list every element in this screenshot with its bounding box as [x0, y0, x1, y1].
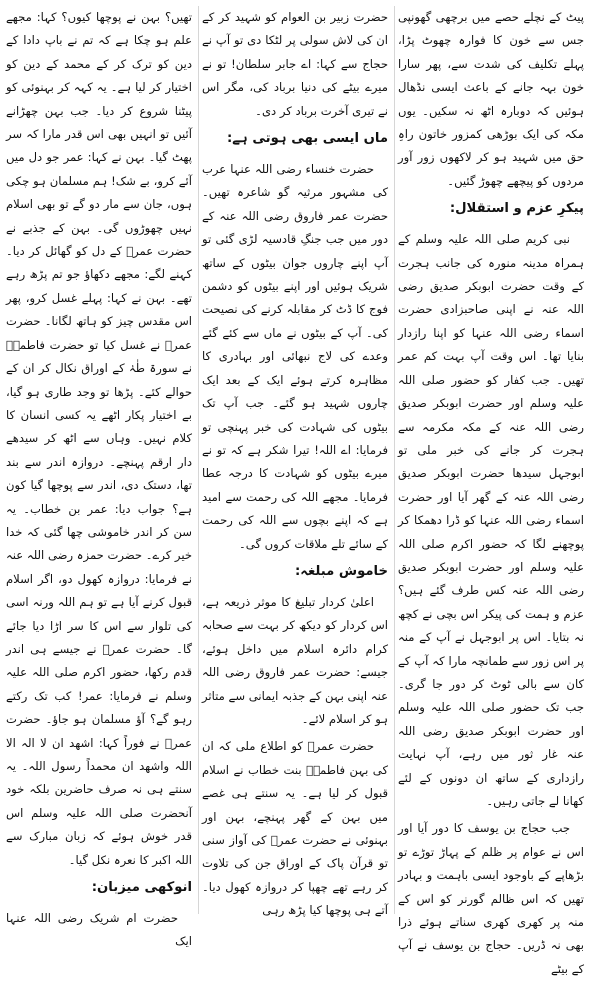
section-heading: ماں ایسی بھی ہوتی ہے:: [227, 131, 388, 147]
section-heading: خاموش مبلغہ:: [294, 563, 388, 579]
paragraph: تھیں؟ بہن نے پوچھا کیوں؟ کہا: مجھے علم ہو چکا ہے کہ تم نے باپ دادا کے دین کو ترک کر کے محمد کے دین کو اختیار کر لیا ہے۔ یہ کہہ کر بہنوئی کو پیٹنا شروع کر دیا۔ جب بہن چھڑانے آئیں تو انہیں بھی اس قدر مارا کہ سر پھٹ گیا۔ بہن نے کہا: عمر جو دل میں آئے کرو، بے شک! ہم مسلمان ہو چکی ہوں، جان سے مار دو گے تو بھی اسلام نہیں چھوڑوں گی۔ بہن کے جذبے نے حضرت عمرؓ کے دل کو گھائل کر دیا۔ کہنے لگے: مجھے دکھاؤ جو تم پڑھ رہے تھے۔ بہن نے کہا: پہلے غسل کرو، پھر اس مقدس چیز کو ہاتھ لگانا۔ حضرت عمرؓ نے غسل کیا تو حضرت فاطمہؓ نے سورۃ طٰہٰ کے اوراق نکال کر ان کے حوالے کئے۔ پڑھا تو وجد طاری ہو گیا، بے اختیار پکار اٹھے یہ کسی انسان کا کلام نہیں۔ وہاں سے اٹھ کر سیدھے دار ارقم پہنچے۔ دروازہ اندر سے بند تھا، دستک دی، اندر سے پوچھا گیا کون ہے؟ جواب دیا: عمر بن خطاب۔ یہ سن کر اندر خاموشی چھا گئی کہ خدا خیر کرے۔ حضرت حمزہ رضی اللہ عنہ نے فرمایا: دروازہ کھول دو، اگر اسلام قبول کرنے آیا ہے تو ہم اللہ ورنہ اسی کی تلوار سے اس کا سر اڑا دیا جائے گا۔ حضرت عمرؓ نے جیسے ہی اندر قدم رکھا، حضور اکرم صلی اللہ علیہ وسلم نے فرمایا: عمر! کب تک رکتے رہو گے؟ آؤ مسلمان ہو جاؤ۔ حضرت عمرؓ نے فوراً کہا: اشھد ان لا الہ الا اللہ واشھد ان محمداً رسول اللہ۔ یہ سنتے ہی نہ صرف حاضرین بلکہ خود آنحضرت صلی اللہ علیہ وسلم اس قدر خوش ہوئے کہ زبان مبارک سے اللہ اکبر کا نعرہ نکل گیا۔: [6, 10, 192, 867]
column-divider: [198, 6, 199, 914]
paragraph: حضرت خنساء رضی اللہ عنہا عرب کی مشہور مرثیہ گو شاعرہ تھیں۔ حضرت عمر فاروق رضی اللہ عنہ کے دور میں جب جنگِ قادسیہ لڑی گئی تو آپ اپنے چاروں جوان بیٹوں کے ساتھ شریک ہوئیں اور اپنے بیٹوں کو دشمن فوج کا ڈٹ کر مقابلہ کرنے کی نصیحت کی۔ آپ کے بیٹوں نے ماں سے کئے گئے وعدے کی لاج نبھائی اور بہادری کا مظاہرہ کرتے ہوئے ایک کے بعد ایک چاروں شہید ہو گئے۔ جب آپ تک بیٹوں کی شہادت کی خبر پہنچی تو فرمایا: اے اللہ! تیرا شکر ہے کہ تو نے میرے بیٹوں کو شہادت کا درجہ عطا فرمایا۔ مجھے اللہ کی رحمت سے امید ہے کہ اپنے بچوں سے اللہ کی رحمت کے سائے تلے ملاقات کروں گی۔: [202, 162, 388, 551]
paragraph: جب حجاج بن یوسف کا دور آیا اور اس نے عوام پر ظلم کے پہاڑ توڑے تو بڑھاپے کے باوجود ایسی باہمت و بہادر تھیں کہ اس ظالم گورنر کو اس کے منہ پر کھری کھری سناتے ہوئے ذرا بھی نہ ڈریں۔ حجاج بن یوسف نے آپ کے بیٹے: [398, 821, 584, 976]
paragraph: حضرت ام شریک رضی اللہ عنہا ایک: [6, 911, 192, 949]
paragraph: حضرت زبیر بن العوام کو شہید کر کے ان کی لاش سولی پر لٹکا دی تو آپ نے حجاج سے کہا: اے جابر سلطان! تو نے میرے بیٹے کی دنیا برباد کی، مگر اس نے تیری آخرت برباد کر دی۔: [202, 10, 388, 118]
column-middle: [202, 6, 388, 916]
column-divider: [394, 6, 395, 914]
section-heading: انوکھی میزبان:: [91, 880, 192, 896]
paragraph: نبی کریم صلی اللہ علیہ وسلم کے ہمراہ مدینہ منورہ کی جانب ہجرت کے وقت حضرت ابوبکر صدیق رضی اللہ عنہ نے اپنی صاحبزادی حضرت اسماء رضی اللہ عنہا کو اپنا رازدار بنایا تھا۔ اس وقت آپ بہت کم عمر تھیں۔ جب کفار کو حضور صلی اللہ علیہ وسلم اور حضرت ابوبکر صدیق رضی اللہ عنہ کے مکہ مکرمہ سے ہجرت کر جانے کی خبر ملی تو ابوجہل سیدھا حضرت ابوبکر صدیق رضی اللہ عنہ کے گھر آیا اور حضرت اسماء رضی اللہ عنہا کو ڈرا دھمکا کر پوچھنے لگا کہ حضور اکرم صلی اللہ علیہ وسلم اور حضرت ابوبکر صدیق رضی اللہ عنہ کس طرف گئے ہیں؟ عزم و ہمت کی پیکر اس بچی نے کچھ نہ بتایا۔ اس پر ابوجہل نے آپ کے منہ پر اس زور سے طمانچہ مارا کہ آپ کے کان سے بالی ٹوٹ کر دور جا گری۔ جب تک حضور صلی اللہ علیہ وسلم اور حضرت ابوبکر صدیق رضی اللہ عنہ غار ثور میں رہے، آپ نہایت رازداری کے ساتھ ان دونوں کے لئے کھانا لے جاتی رہیں۔: [398, 232, 584, 808]
section-heading: پیکرِ عزم و استقلال:: [449, 201, 584, 217]
paragraph: حضرت عمرؓ کو اطلاع ملی کہ ان کی بہن فاطمہؓ بنت خطاب نے اسلام قبول کر لیا ہے۔ یہ سنتے ہی غصے میں بہن کے گھر پہنچے، بہن اور بہنوئی نے حضرت عمرؓ کی آواز سنی تو قرآن پاک کے اوراق جن کی تلاوت کر رہے تھے چھپا کر دروازہ کھول دیا۔ آتے ہی پوچھا کیا پڑھ رہی: [202, 739, 388, 918]
paragraph: پیٹ کے نچلے حصے میں برچھی گھونپی جس سے خون کا فوارہ چھوٹ پڑا، پہلے تکلیف کی شدت سے، پھر سارا خون بہہ جانے کے باعث ایسی نڈھال ہوئیں کہ دوبارہ اٹھ نہ سکیں۔ یوں مکہ کی ایک بوڑھی کمزور خاتون راہِ حق میں شہید ہو کر لاکھوں زور آور مردوں کو پیچھے چھوڑ گئیں۔: [398, 10, 584, 188]
column-left: [6, 6, 192, 949]
column-right: [398, 6, 584, 976]
paragraph: اعلیٰ کردار تبلیغ کا موثر ذریعہ ہے، اس کردار کو دیکھ کر بہت سے صحابہ کرام دائرہ اسلام میں داخل ہوئے، جیسے: حضرت عمر فاروق رضی اللہ عنہ اپنی بہن کے جذبہ ایمانی سے متاثر ہو کر اسلام لائے۔: [202, 594, 388, 726]
